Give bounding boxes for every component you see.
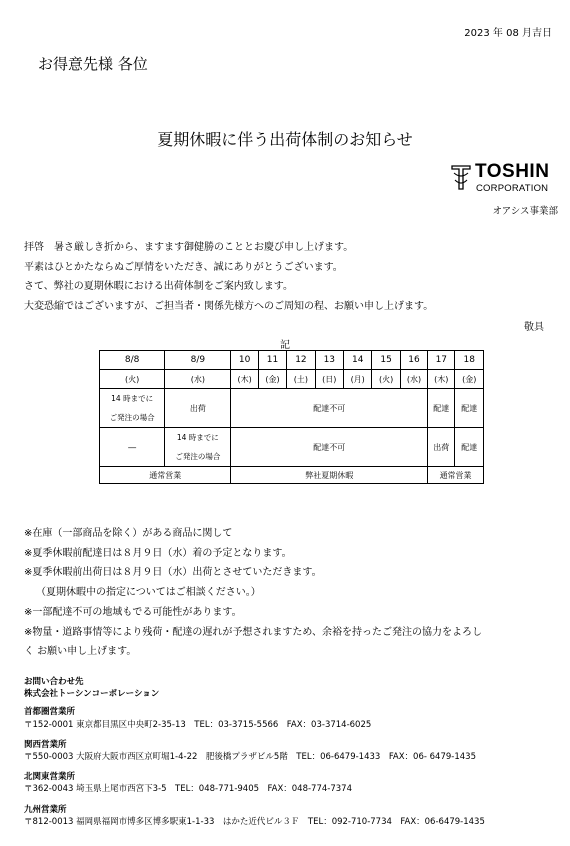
note-line: （夏期休暇中の指定についてはご相談ください。） (36, 587, 261, 599)
addressee: お得意先様 各位 (38, 55, 148, 73)
date-cell: 16 (400, 351, 427, 370)
date-cell: 8/9 (165, 351, 231, 370)
office-name: 九州営業所 (24, 804, 67, 815)
closing: 敬具 (524, 322, 544, 333)
contact-heading: お問い合わせ先 (24, 677, 84, 687)
office-name: 北関東営業所 (24, 772, 76, 783)
no-delivery-cell: 配達不可 (231, 389, 428, 428)
notes (24, 524, 482, 662)
note-line: ※物量・道路事情等により残荷・配達の遅れが予想されますため、余裕を持ったご発注の協力をよろし (24, 626, 482, 638)
date-cell: 10 (231, 351, 258, 370)
note-line: ※夏季休暇前出荷日は８月９日（水）出荷とさせていただきます。 (24, 567, 322, 579)
weekday-cell: (月) (344, 370, 372, 389)
body-line: 大変恐縮ではございますが、ご担当者・関係先様方へのご周知の程、お願い申し上げます。 (24, 300, 434, 312)
shipping-schedule-table (99, 350, 484, 484)
division-name: オアシス事業部 (492, 206, 558, 217)
date-cell: 14 (344, 351, 372, 370)
page-title: 夏期休暇に伴う出荷体制のお知らせ (157, 130, 413, 149)
ship-cell: 出荷 (428, 428, 455, 467)
normal-business-cell: 通常営業 (428, 467, 484, 484)
logo-name: TOSHIN (475, 161, 550, 182)
weekday-cell: (木) (428, 370, 455, 389)
note-line: ※在庫（一部商品を除く）がある商品に関して (24, 528, 233, 539)
weekday-cell: (土) (287, 370, 315, 389)
weekday-cell: (水) (400, 370, 427, 389)
order-condition-line: ご発注の場合 (109, 413, 155, 422)
office-name: 関西営業所 (24, 739, 67, 750)
business-status-row (100, 467, 484, 484)
date-row (100, 351, 484, 370)
weekday-cell: (火) (100, 370, 165, 389)
date-cell: 12 (287, 351, 315, 370)
date-cell: 13 (315, 351, 343, 370)
date-cell: 15 (372, 351, 400, 370)
weekday-cell: (金) (455, 370, 484, 389)
delivery-cell: 配達 (428, 389, 455, 428)
weekday-row (100, 370, 484, 389)
ship-cell: 出荷 (165, 389, 231, 428)
body-line: 平素はひとかたならぬご厚情をいただき、誠にありがとうございます。 (24, 261, 343, 273)
weekday-cell: (水) (165, 370, 231, 389)
date-cell: 8/8 (100, 351, 165, 370)
order-condition-line: ご発注の場合 (175, 452, 221, 461)
letter-body (24, 238, 433, 316)
contact-section (24, 676, 485, 828)
contact-company: 株式会社トーシンコーポレーション (24, 689, 160, 700)
schedule-row-0809-order (100, 428, 484, 467)
date-cell: 18 (455, 351, 484, 370)
logo-sub: CORPORATION (476, 183, 549, 194)
ki-heading: 記 (280, 340, 290, 351)
office-address: 〒550-0003 大阪府大阪市西区京町堀1-4-22 肥後橋プラザビル5階 TEL：06-6479-1433 FAX：06- 6479-1435 (24, 752, 476, 763)
no-delivery-cell: 配達不可 (231, 428, 428, 467)
dash-cell: ― (100, 428, 165, 467)
office-name: 首都圏営業所 (24, 707, 76, 718)
document-date: 2023 年 08 月吉日 (464, 28, 552, 39)
office-address: 〒152-0001 東京都目黒区中央町2-35-13 TEL：03-3715-5566 FAX：03-3714-6025 (24, 719, 372, 730)
normal-business-cell: 通常営業 (100, 467, 231, 484)
schedule-row-0808-order (100, 389, 484, 428)
note-line: ※夏季休暇前配達日は８月９日（水）着の予定となります。 (24, 547, 292, 559)
summer-holiday-cell: 弊社夏期休暇 (231, 467, 428, 484)
office-address: 〒362-0043 埼玉県上尾市西宮下3-5 TEL：048-771-9405 FAX：048-774-7374 (24, 784, 352, 795)
order-condition-cell (100, 389, 165, 428)
note-line: く お願い申し上げます。 (24, 646, 137, 658)
toshin-logo-icon (450, 163, 472, 191)
body-line: さて、弊社の夏期休暇における出荷体制をご案内致します。 (24, 281, 293, 292)
date-cell: 11 (258, 351, 286, 370)
weekday-cell: (日) (315, 370, 343, 389)
order-condition-line: 14 時までに (176, 433, 219, 442)
order-condition-cell (165, 428, 231, 467)
weekday-cell: (木) (231, 370, 258, 389)
body-line: 拝啓 暑さ厳しき折から、ますます御健勝のこととお慶び申し上げます。 (24, 242, 354, 253)
office-address: 〒812-0013 福岡県福岡市博多区博多駅東1-1-33 はかた近代ビル３Ｆ TEL：092-710-7734 FAX：06-6479-1435 (24, 816, 485, 827)
order-condition-line: 14 時までに (111, 394, 154, 403)
date-cell: 17 (428, 351, 455, 370)
delivery-cell: 配達 (455, 428, 484, 467)
note-line: ※一部配達不可の地域もでる可能性があります。 (24, 606, 242, 618)
weekday-cell: (金) (258, 370, 286, 389)
weekday-cell: (火) (372, 370, 400, 389)
delivery-cell: 配達 (455, 389, 484, 428)
